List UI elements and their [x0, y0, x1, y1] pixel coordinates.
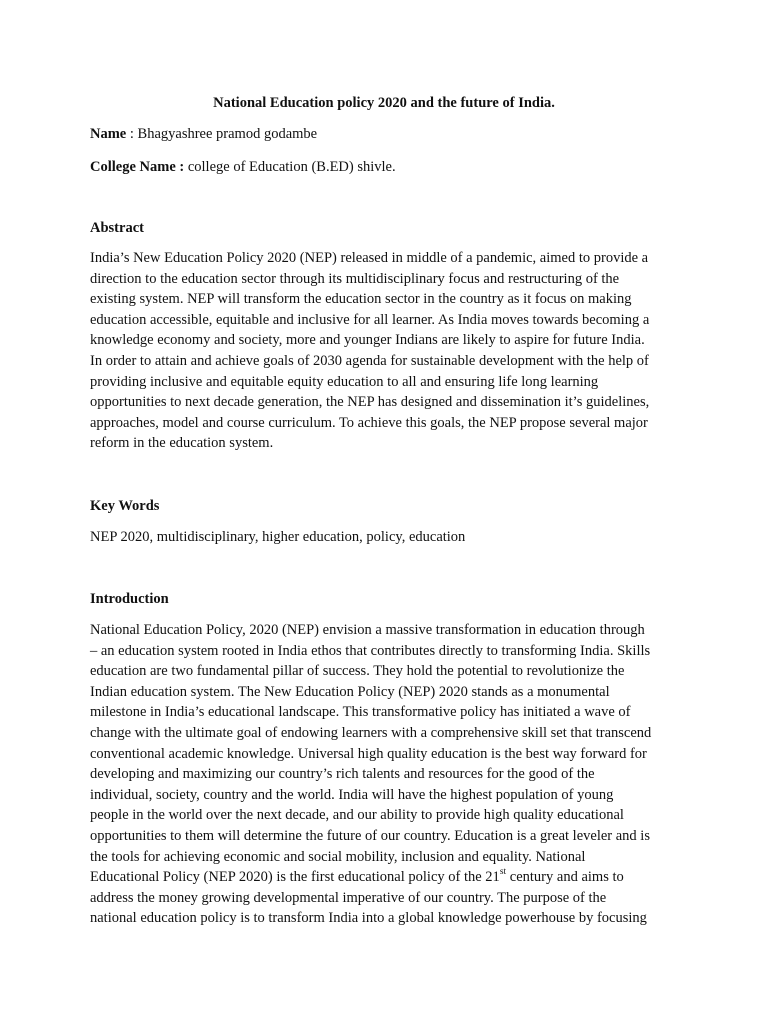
ordinal-superscript: st	[499, 867, 507, 878]
name-label: Name	[90, 126, 127, 142]
keywords-text: NEP 2020, multidisciplinary, higher education, policy, education	[90, 529, 466, 545]
abstract-line: providing inclusive and equitable equity education to all and ensuring life long learning	[90, 373, 599, 390]
abstract-line: knowledge economy and society, more and younger Indians are likely to aspire for future India.	[90, 332, 645, 349]
name-value: : Bhagyashree pramod godambe	[126, 126, 318, 142]
abstract-heading: Abstract	[90, 220, 144, 236]
introduction-line: people in the world over the next decade, and our ability to provide high quality educational	[90, 807, 624, 824]
introduction-line: change with the ultimate goal of endowing learners with a comprehensive skill set that transcend	[90, 724, 652, 741]
introduction-line: developing and maximizing our country’s rich talents and resources for the good of the	[90, 766, 595, 783]
abstract-line: direction to the education sector through its multidisciplinary focus and restructuring of the	[90, 270, 620, 287]
document-title: National Education policy 2020 and the future of India.	[213, 95, 555, 111]
abstract-line: opportunities to next decade generation, the NEP has designed and dissemination it’s guidelines,	[90, 394, 650, 411]
introduction-line: individual, society, country and the world. India will have the highest population of young	[90, 786, 614, 803]
line-text-before-superscript: Educational Policy (NEP 2020) is the first educational policy of the 21	[90, 869, 500, 886]
introduction-line: conventional academic knowledge. Universal high quality education is the best way forward for	[90, 745, 647, 762]
introduction-line: – an education system rooted in India ethos that contributes directly to transforming India. Skills	[90, 642, 651, 659]
introduction-line: address the money growing developmental imperative of our country. The purpose of the	[90, 889, 607, 906]
introduction-line: education are two fundamental pillar of success. They hold the potential to revolutionize the	[90, 663, 625, 680]
line-text-after-superscript: century and aims to	[506, 869, 624, 886]
introduction-line: national education policy is to transform India into a global knowledge powerhouse by focusing	[90, 910, 647, 927]
introduction-paragraph	[90, 620, 675, 929]
college-value: college of Education (B.ED) shivle.	[184, 159, 396, 175]
abstract-line: approaches, model and course curriculum. To achieve this goals, the NEP propose several major	[90, 414, 648, 431]
abstract-paragraph	[90, 248, 675, 454]
abstract-line: India’s New Education Policy 2020 (NEP) released in middle of a pandemic, aimed to provide a	[90, 250, 649, 266]
college-label: College Name :	[90, 159, 185, 175]
keywords-heading: Key Words	[90, 498, 160, 514]
introduction-line: opportunities to them will determine the future of our country. Education is a great leveler and is	[90, 827, 650, 844]
author-name-line	[90, 124, 317, 145]
introduction-line: Indian education system. The New Education Policy (NEP) 2020 stands as a monumental	[90, 683, 610, 700]
abstract-line: education accessible, equitable and inclusive for all learner. As India moves towards becoming a	[90, 311, 650, 328]
introduction-line: milestone in India’s educational landscape. This transformative policy has initiated a wave of	[90, 704, 631, 721]
introduction-line: the tools for achieving economic and social mobility, inclusion and equality. National	[90, 848, 586, 865]
abstract-line: In order to attain and achieve goals of 2030 agenda for sustainable development with the help of	[90, 352, 649, 369]
introduction-line	[90, 867, 675, 888]
college-name-line	[90, 157, 396, 178]
abstract-line: reform in the education system.	[90, 435, 274, 452]
abstract-line: existing system. NEP will transform the education sector in the country as it focus on making	[90, 291, 632, 308]
introduction-line: National Education Policy, 2020 (NEP) envision a massive transformation in education through	[90, 622, 645, 638]
introduction-heading: Introduction	[90, 591, 169, 607]
